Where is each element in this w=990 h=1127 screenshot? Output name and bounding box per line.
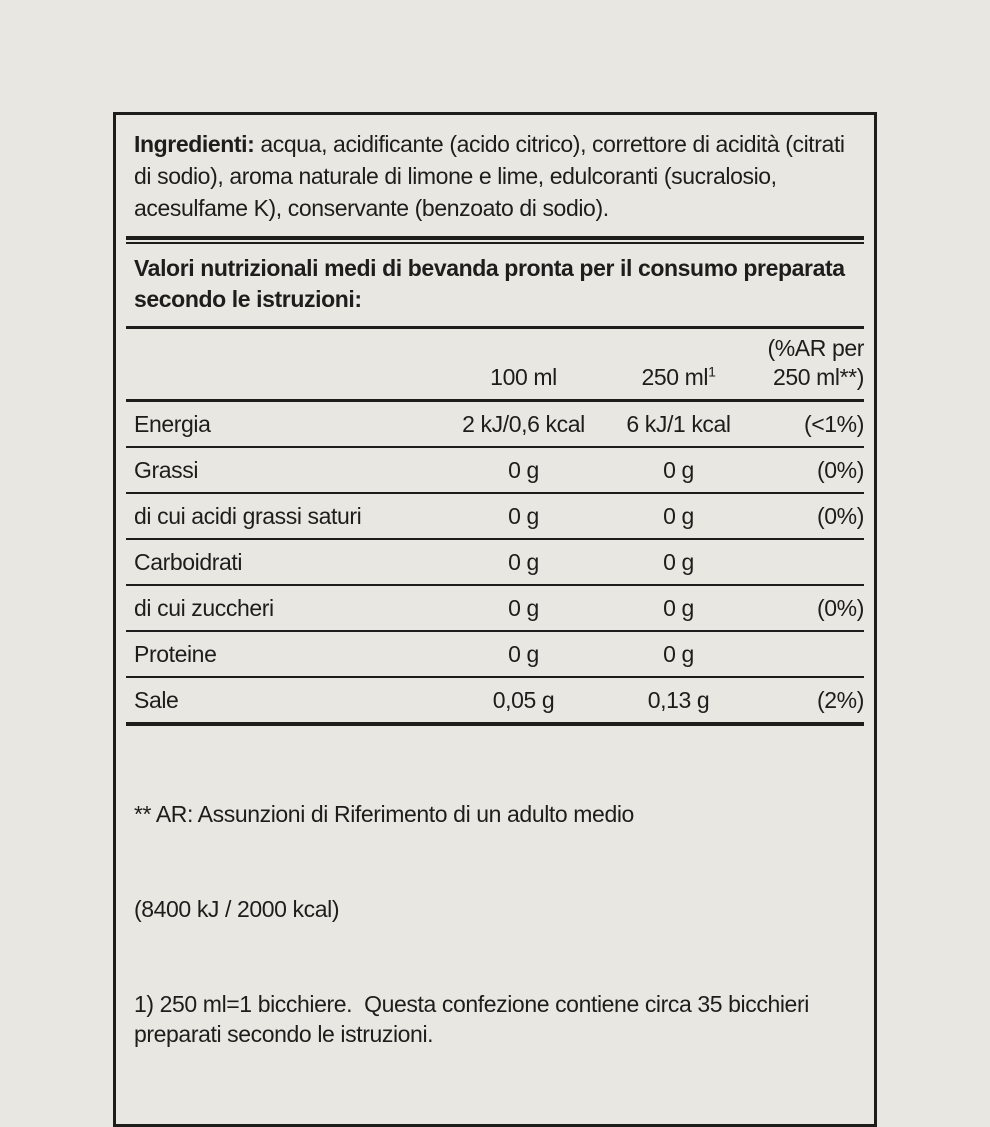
value-250ml: 0 g: [663, 549, 694, 575]
nutrient-name: di cui acidi grassi saturi: [134, 503, 362, 529]
column-header-250ml: 250 $ml^1$: [641, 363, 716, 390]
nutrition-title: Valori nutrizionali medi di bevanda pronta per il consumo preparata secondo le istruzioni:: [134, 255, 845, 312]
footnote-ar: ** AR: Assunzioni di Riferimento di un adulto medio: [134, 801, 634, 827]
table-row-grassi: [126, 448, 864, 494]
value-250ml: 0 g: [663, 641, 694, 667]
nutrient-name: Proteine: [134, 641, 217, 667]
value-100ml: 0,05 g: [492, 687, 555, 713]
value-100ml: 0 g: [508, 503, 539, 529]
nutrition-label: [113, 112, 877, 1127]
column-header-100ml: 100 ml: [490, 364, 557, 390]
column-header-ar-percent: [756, 334, 864, 392]
nutrient-name: di cui zuccheri: [134, 595, 274, 621]
value-100ml: 0 g: [508, 595, 539, 621]
table-row-zuccheri: [126, 586, 864, 632]
value-ar-percent: (0%): [817, 595, 864, 621]
section-divider: [126, 236, 864, 244]
value-100ml: 0 g: [508, 549, 539, 575]
footnote-ar-detail: (8400 kJ / 2000 kcal): [134, 896, 340, 922]
table-header-row: [126, 329, 864, 399]
ar-header-line1: (%AR per: [767, 335, 864, 361]
value-250ml: 6 kJ/1 kcal: [626, 411, 731, 437]
nutrient-name: Sale: [134, 687, 179, 713]
value-ar-percent: (0%): [817, 457, 864, 483]
table-row-energia: [126, 402, 864, 448]
footnote-marker-1: 1: [708, 363, 716, 380]
nutrient-name: Energia: [134, 411, 211, 437]
value-ar-percent: (<1%): [804, 411, 864, 437]
nutrient-name: Grassi: [134, 457, 199, 483]
ingredients-text: acqua, acidificante (acido citrico), correttore di acidità (citrati di sodio), aroma naturale di limone e lime, edulcoranti (sucralosio, acesulfame K), conservante (benzoato di sodio).: [134, 131, 845, 221]
nutrition-table: [126, 329, 864, 726]
ingredients-label: Ingredienti:: [134, 131, 255, 157]
nutrient-name: Carboidrati: [134, 549, 243, 575]
table-row-proteine: [126, 632, 864, 678]
value-250ml: 0 g: [663, 457, 694, 483]
value-250ml: 0 g: [663, 595, 694, 621]
value-ar-percent: (0%): [817, 503, 864, 529]
value-250ml: 0,13 g: [647, 687, 710, 713]
value-100ml: 0 g: [508, 641, 539, 667]
value-100ml: 0 g: [508, 457, 539, 483]
footnotes-section: [116, 726, 874, 1124]
value-ar-percent: (2%): [817, 687, 864, 713]
value-250ml: 0 g: [663, 503, 694, 529]
table-row-carboidrati: [126, 540, 864, 586]
table-row-sale: [126, 678, 864, 726]
value-100ml: 2 kJ/0,6 kcal: [462, 411, 585, 437]
ingredients-section: [116, 115, 874, 233]
ar-header-line2: 250 ml**): [773, 364, 864, 390]
table-row-grassi-saturi: [126, 494, 864, 540]
footnote-serving: 1) 250 ml=1 bicchiere. Questa confezione contiene circa 35 bicchieri preparati secondo le istruzioni.: [134, 991, 815, 1047]
